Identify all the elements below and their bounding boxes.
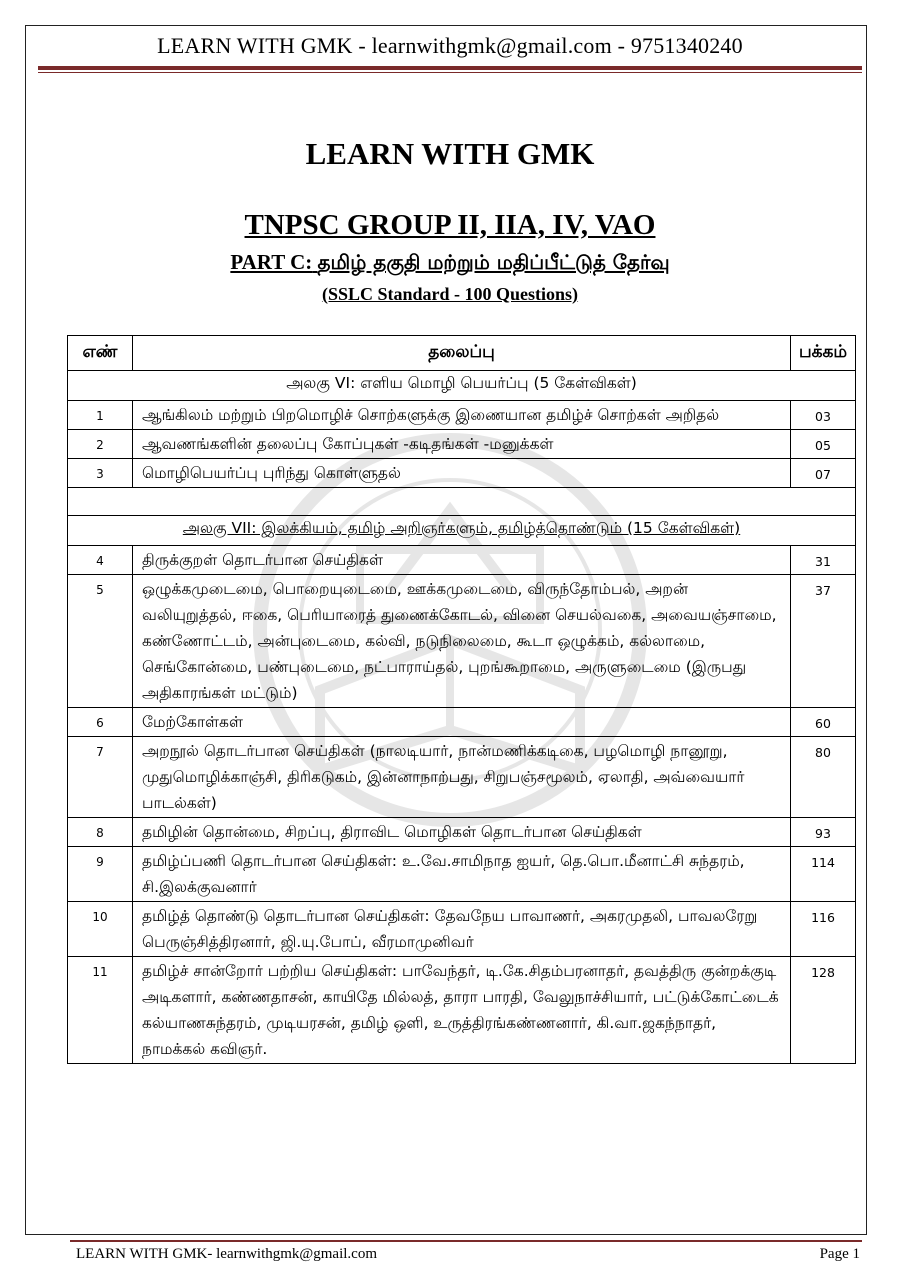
row-title: தமிழ்ச் சான்றோர் பற்றிய செய்திகள்: பாவேந்தர், டி.கே.சிதம்பரனாதர், தவத்திரு குன்றக்குடி அடிகளார், கண்ணதாசன், காயிதே மில்லத், தாரா பாரதி, வேலுநாச்சியார், பட்டுக்கோட்டைக் கல்யாணசுந்தரம், முடியரசன், தமிழ் ஒளி, உருத்திரங்கண்ணனார், கி.வா.ஜகந்நாதர், நாமக்கல் கவிஞர். (133, 957, 791, 1064)
page-header: LEARN WITH GMK - learnwithgmk@gmail.com - 9751340240 (157, 33, 743, 58)
part-text: தமிழ் தகுதி மற்றும் மதிப்பீட்டுத் தேர்வு (317, 250, 670, 274)
row-title: ஆவணங்களின் தலைப்பு கோப்புகள் -கடிதங்கள் -மனுக்கள் (133, 430, 791, 459)
row-title: அறநூல் தொடர்பான செய்திகள் (நாலடியார், நான்மணிக்கடிகை, பழமொழி நானூறு, முதுமொழிக்காஞ்சி, திரிகடுகம், இன்னாநாற்பது, சிறுபஞ்சமூலம், ஏலாதி, அவ்வையார் பாடல்கள்) (133, 737, 791, 818)
col-header-no: எண் (68, 336, 133, 371)
footer-rule (70, 1240, 862, 1242)
table-row (68, 847, 856, 902)
section-row-unit-6 (68, 371, 856, 401)
blank-cell (68, 488, 856, 516)
table-row (68, 818, 856, 847)
exam-subtitle: TNPSC GROUP II, IIA, IV, VAO (244, 209, 656, 241)
footer-text: LEARN WITH GMK- learnwithgmk@gmail.com (76, 1246, 377, 1262)
table-row (68, 459, 856, 488)
row-title: மேற்கோள்கள் (133, 708, 791, 737)
row-number: 11 (68, 957, 133, 1064)
row-page: 80 (791, 737, 856, 818)
row-title: தமிழ்ப்பணி தொடர்பான செய்திகள்: உ.வே.சாமிநாத ஐயர், தெ.பொ.மீனாட்சி சுந்தரம், சி.இலக்குவனார் (133, 847, 791, 902)
row-page: 37 (791, 575, 856, 708)
part-heading (0, 250, 900, 277)
row-page: 93 (791, 818, 856, 847)
header-rule (38, 66, 862, 70)
row-number: 7 (68, 737, 133, 818)
row-number: 1 (68, 401, 133, 430)
row-page: 116 (791, 902, 856, 957)
row-page: 128 (791, 957, 856, 1064)
row-title: தமிழ்த் தொண்டு தொடர்பான செய்திகள்: தேவநேய பாவாணர், அகரமுதலி, பாவலரேறு பெருஞ்சித்திரனார், ஜி.யு.போப், வீரமாமுனிவர் (133, 902, 791, 957)
row-title: தமிழின் தொன்மை, சிறப்பு, திராவிட மொழிகள் தொடர்பான செய்திகள் (133, 818, 791, 847)
row-number: 10 (68, 902, 133, 957)
row-page: 07 (791, 459, 856, 488)
row-number: 3 (68, 459, 133, 488)
page-title: LEARN WITH GMK (305, 136, 595, 171)
table-row (68, 708, 856, 737)
row-title: ஆங்கிலம் மற்றும் பிறமொழிச் சொற்களுக்கு இணையான தமிழ்ச் சொற்கள் அறிதல் (133, 401, 791, 430)
table-row (68, 546, 856, 575)
row-page: 03 (791, 401, 856, 430)
table-row (68, 902, 856, 957)
row-number: 9 (68, 847, 133, 902)
row-title: திருக்குறள் தொடர்பான செய்திகள் (133, 546, 791, 575)
row-title: ஒழுக்கமுடைமை, பொறையுடைமை, ஊக்கமுடைமை, விருந்தோம்பல், அறன் வலியுறுத்தல், ஈகை, பெரியாரைத் துணைக்கோடல், வினை செயல்வகை, அவையஞ்சாமை, கண்ணோட்டம், அன்புடைமை, கல்வி, நடுநிலைமை, கூடா ஒழுக்கம், கல்லாமை, செங்கோன்மை, பண்புடைமை, நட்பாராய்தல், புறங்கூறாமை, அருளுடைமை (இருபது அதிகாரங்கள் மட்டும்) (133, 575, 791, 708)
section-row-unit-7 (68, 516, 856, 546)
col-header-title: தலைப்பு (133, 336, 791, 371)
section-title: அலகு VI: எளிய மொழி பெயர்ப்பு (5 கேள்விகள்) (68, 371, 856, 401)
contents-table (67, 335, 856, 1064)
row-page: 05 (791, 430, 856, 459)
row-number: 4 (68, 546, 133, 575)
standard-note: (SSLC Standard - 100 Questions) (321, 284, 579, 304)
table-row (68, 737, 856, 818)
row-page: 60 (791, 708, 856, 737)
table-header-row (68, 336, 856, 371)
part-label: PART C: (230, 250, 313, 274)
table-row (68, 430, 856, 459)
row-number: 6 (68, 708, 133, 737)
row-page: 31 (791, 546, 856, 575)
row-number: 8 (68, 818, 133, 847)
row-title: மொழிபெயர்ப்பு புரிந்து கொள்ளுதல் (133, 459, 791, 488)
row-page: 114 (791, 847, 856, 902)
row-number: 2 (68, 430, 133, 459)
blank-row (68, 488, 856, 516)
table-row (68, 401, 856, 430)
row-number: 5 (68, 575, 133, 708)
col-header-page: பக்கம் (791, 336, 856, 371)
table-row (68, 957, 856, 1064)
header-rule-thin (38, 72, 862, 73)
table-row (68, 575, 856, 708)
page-number: Page 1 (819, 1246, 860, 1262)
section-title: அலகு VII: இலக்கியம், தமிழ் அறிஞர்களும், தமிழ்த்தொண்டும் (15 கேள்விகள்) (68, 516, 856, 546)
